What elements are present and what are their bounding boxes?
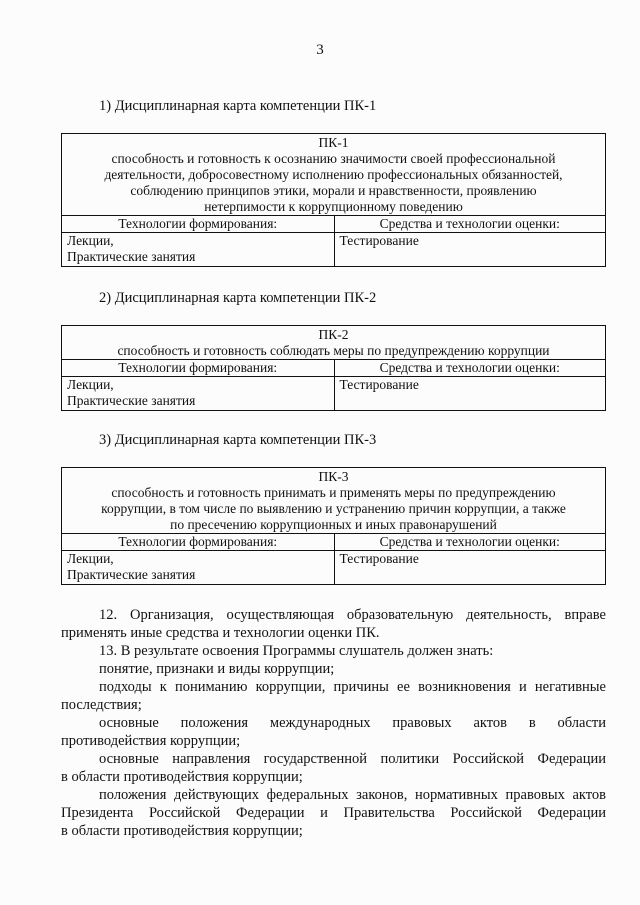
- card-3-right-cell: [334, 551, 606, 584]
- card-2-column-headers: [62, 360, 605, 377]
- body-text: [61, 606, 606, 840]
- list-item: Лекции,: [67, 233, 114, 248]
- card-2-right-cell: [334, 377, 606, 410]
- card-1-right-cell: [334, 233, 606, 266]
- paragraph-13-intro: 13. В результате освоения Программы слушатель должен знать:: [99, 643, 494, 659]
- card-1-heading: 1) Дисциплинарная карта компетенции ПК-1: [99, 98, 377, 114]
- knowledge-item: основные положения международных правовых актов в области: [99, 715, 606, 731]
- competency-card-pk2: [61, 325, 606, 411]
- knowledge-item: положения действующих федеральных законов, нормативных правовых актов: [99, 787, 606, 803]
- competency-card-pk3: [61, 467, 606, 585]
- card-1-header: [62, 134, 605, 216]
- knowledge-item-continuation: последствия;: [61, 697, 142, 713]
- card-3-desc-line: коррупции, в том числе по выявлению и устранению причин коррупции, а также: [101, 501, 566, 516]
- card-3-desc-line: по пресечению коррупционных и иных правонарушений: [170, 517, 497, 532]
- card-3-header: [62, 468, 605, 534]
- competency-card-pk1: [61, 133, 606, 267]
- card-3-code: ПК-3: [318, 469, 349, 484]
- card-1-column-headers: [62, 216, 605, 233]
- card-1-right-header: Средства и технологии оценки:: [334, 216, 606, 232]
- card-2-body: [62, 377, 605, 410]
- list-item: Практические занятия: [67, 249, 196, 264]
- list-item: Лекции,: [67, 377, 114, 392]
- knowledge-item: основные направления государственной политики Российской Федерации: [99, 751, 606, 767]
- card-2-left-cell: [62, 377, 334, 410]
- card-1-left-header: Технологии формирования:: [118, 216, 278, 231]
- knowledge-item: подходы к пониманию коррупции, причины ее возникновения и негативные: [99, 679, 606, 695]
- card-2-left-header: Технологии формирования:: [118, 360, 278, 375]
- card-1-desc-line: способность и готовность к осознанию значимости своей профессиональной: [111, 151, 556, 166]
- list-item: Тестирование: [339, 233, 419, 248]
- list-item: Тестирование: [339, 551, 419, 566]
- card-1-desc-line: нетерпимости к коррупционному поведению: [204, 199, 463, 214]
- card-1-desc-line: соблюдению принципов этики, морали и нравственности, проявлению: [130, 183, 537, 198]
- card-3-left-cell: [62, 551, 334, 584]
- card-2-heading: 2) Дисциплинарная карта компетенции ПК-2: [99, 290, 377, 306]
- card-1-code: ПК-1: [318, 135, 349, 150]
- knowledge-item-continuation: в области противодействия коррупции;: [61, 769, 303, 785]
- knowledge-item: понятие, признаки и виды коррупции;: [99, 661, 335, 677]
- card-3-left-header: Технологии формирования:: [118, 534, 278, 549]
- card-1-left-cell: [62, 233, 334, 266]
- card-3-desc-line: способность и готовность принимать и применять меры по предупреждению: [111, 485, 556, 500]
- card-2-code: ПК-2: [318, 327, 349, 342]
- card-3-right-header: Средства и технологии оценки:: [334, 534, 606, 550]
- card-2-header: [62, 326, 605, 360]
- list-item: Лекции,: [67, 551, 114, 566]
- knowledge-item-continuation: в области противодействия коррупции;: [61, 823, 303, 839]
- card-3-heading: 3) Дисциплинарная карта компетенции ПК-3: [99, 432, 377, 448]
- knowledge-item-continuation: противодействия коррупции;: [61, 733, 241, 749]
- paragraph-12-line: 12. Организация, осуществляющая образовательную деятельность, вправе: [99, 607, 606, 623]
- knowledge-item-continuation: Президента Российской Федерации и Правительства Российской Федерации: [61, 805, 606, 821]
- card-1-body: [62, 233, 605, 266]
- card-2-desc-line: способность и готовность соблюдать меры по предупреждению коррупции: [117, 343, 550, 358]
- paragraph-12-line: применять иные средства и технологии оценки ПК.: [61, 625, 380, 641]
- card-3-body: [62, 551, 605, 584]
- list-item: Практические занятия: [67, 567, 196, 582]
- card-1-desc-line: деятельности, добросовестному исполнению профессиональных обязанностей,: [104, 167, 563, 182]
- list-item: Тестирование: [339, 377, 419, 392]
- card-3-column-headers: [62, 534, 605, 551]
- page-number: 3: [316, 42, 324, 58]
- list-item: Практические занятия: [67, 393, 196, 408]
- card-2-right-header: Средства и технологии оценки:: [334, 360, 606, 376]
